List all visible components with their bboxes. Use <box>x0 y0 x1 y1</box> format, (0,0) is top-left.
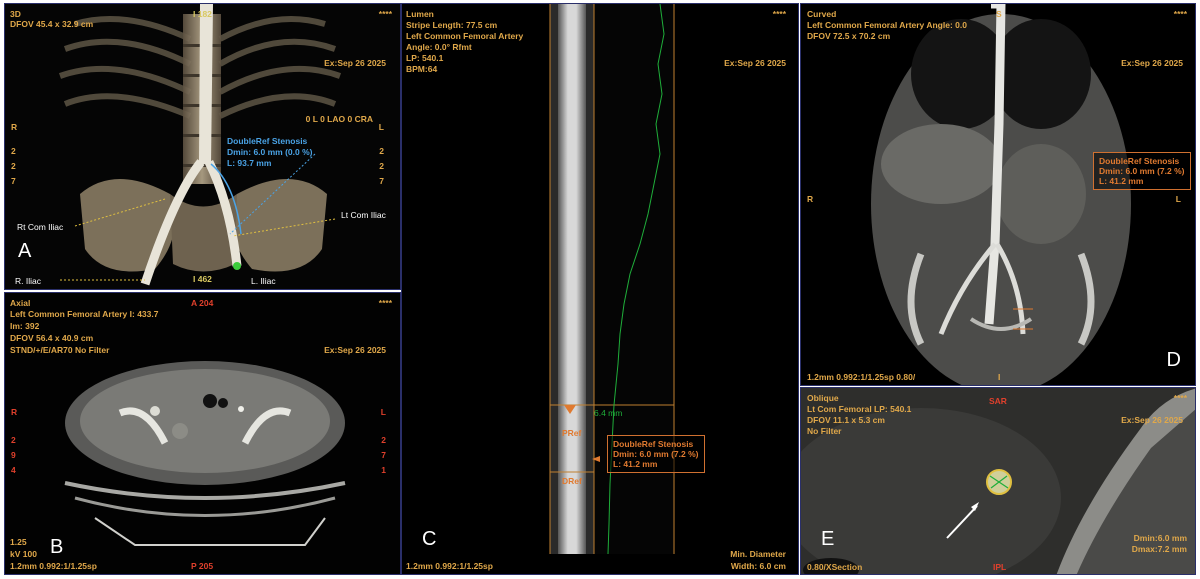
panel-a-left-num: 2 <box>11 146 16 156</box>
panel-e-date: Ex:Sep 26 2025 <box>1121 415 1183 425</box>
panel-b-right-num: 1 <box>381 465 386 475</box>
panel-b-bottom1: 1.25 <box>10 537 27 547</box>
panel-d-bottom-marker: I <box>998 372 1001 382</box>
panel-a-letter: A <box>18 240 32 262</box>
stenosis-label: DoubleRef Stenosis <box>227 136 308 146</box>
panel-b-line2: Left Common Femoral Artery I: 433.7 <box>10 309 159 319</box>
panel-b-stars: **** <box>378 298 392 308</box>
panel-c-line5: LP: 540.1 <box>406 53 444 63</box>
panel-d-line3: DFOV 72.5 x 70.2 cm <box>807 31 891 41</box>
panel-a-dfov: DFOV 45.4 x 32.9 cm <box>10 19 94 29</box>
panel-d-left-side: R <box>807 194 814 204</box>
panel-d-bottom: 1.2mm 0.992:1/1.25sp 0.80/ <box>807 372 916 382</box>
panel-e-bottom: 0.80/XSection <box>807 562 863 572</box>
panel-c-bottom-right2: Width: 6.0 cm <box>730 561 786 571</box>
lt-com-iliac-label: Lt Com Iliac <box>341 210 386 220</box>
r-iliac-label: R. Iliac <box>15 276 41 286</box>
panel-d-letter: D <box>1166 349 1181 371</box>
panel-c-letter: C <box>422 528 437 550</box>
pref-marker: PRef <box>562 428 582 438</box>
panel-e-top-marker: SAR <box>989 396 1007 406</box>
diameter-measure: 6.4 mm <box>594 408 623 418</box>
panel-a-right-num: 2 <box>379 161 384 171</box>
panel-e-dmax: Dmax:7.2 mm <box>1131 544 1187 554</box>
panel-lumen-view[interactable] <box>401 3 799 575</box>
panel-b-left-num: 4 <box>11 465 16 475</box>
panel-c-bottom-left: 1.2mm 0.992:1/1.25sp <box>406 561 493 571</box>
panel-a-title: 3D <box>10 9 21 19</box>
panel-d-line2: Left Common Femoral Artery Angle: 0.0 <box>807 20 967 30</box>
panel-a-left-num: 7 <box>11 176 16 186</box>
panel-b-line4: DFOV 56.4 x 40.9 cm <box>10 333 94 343</box>
panel-c-line2: Stripe Length: 77.5 cm <box>406 20 498 30</box>
stenosis-dmin: Dmin: 6.0 mm (7.2 %) <box>613 449 699 459</box>
panel-a-orientation: 0 L 0 LAO 0 CRA <box>305 114 373 124</box>
panel-curved-view[interactable] <box>800 3 1196 386</box>
panel-a-right-num: 2 <box>379 146 384 156</box>
3d-render-image <box>5 4 401 290</box>
stenosis-length: L: 41.2 mm <box>1099 176 1144 186</box>
panel-b-top-marker: A 204 <box>191 298 214 308</box>
panel-b-letter: B <box>50 536 64 558</box>
stenosis-box <box>607 435 705 473</box>
panel-d-stars: **** <box>1173 9 1187 19</box>
panel-b-bottom2: kV 100 <box>10 549 37 559</box>
panel-d-title: Curved <box>807 9 837 19</box>
stenosis-box <box>1093 152 1191 190</box>
panel-b-line5: STND/+/E/AR70 No Filter <box>10 345 110 355</box>
stenosis-dmin: Dmin: 6.0 mm (7.2 %) <box>1099 166 1185 176</box>
panel-b-left-num: 2 <box>11 435 16 445</box>
panel-b-title: Axial <box>10 298 31 308</box>
panel-c-line6: BPM:64 <box>406 64 438 74</box>
panel-b-right-num: 2 <box>381 435 386 445</box>
panel-a-bottom-marker: I 462 <box>193 274 212 284</box>
panel-d-date: Ex:Sep 26 2025 <box>1121 58 1183 68</box>
panel-c-date: Ex:Sep 26 2025 <box>724 58 786 68</box>
stenosis-dmin: Dmin: 6.0 mm (0.0 %) <box>227 147 313 157</box>
panel-a-left-num: 2 <box>11 161 16 171</box>
panel-e-letter: E <box>821 528 835 550</box>
panel-c-title: Lumen <box>406 9 434 19</box>
lumen-stretched-image <box>402 4 799 575</box>
panel-b-right-num: 7 <box>381 450 386 460</box>
panel-d-top-marker: S <box>996 9 1002 19</box>
panel-a-left-side: R <box>11 122 18 132</box>
panel-a-date: Ex:Sep 26 2025 <box>324 58 386 68</box>
stenosis-label: DoubleRef Stenosis <box>613 439 694 449</box>
panel-e-title: Oblique <box>807 393 839 403</box>
panel-a-top-marker: I 182 <box>193 9 212 19</box>
panel-axial-view[interactable] <box>4 292 401 575</box>
panel-b-right-side: L <box>380 407 386 417</box>
panel-c-line4: Angle: 0.0° Rfmt <box>406 42 472 52</box>
l-iliac-label: L. Iliac <box>251 276 276 286</box>
panel-b-date: Ex:Sep 26 2025 <box>324 345 386 355</box>
panel-a-right-num: 7 <box>379 176 384 186</box>
panel-c-stars: **** <box>772 9 786 19</box>
panel-b-bottom-marker: P 205 <box>191 561 214 571</box>
panel-e-stars: **** <box>1173 393 1187 403</box>
stenosis-length: L: 93.7 mm <box>227 158 272 168</box>
panel-oblique-view[interactable] <box>800 387 1196 575</box>
panel-a-right-side: L <box>378 122 384 132</box>
stenosis-length: L: 41.2 mm <box>613 459 658 469</box>
rt-com-iliac-label: Rt Com Iliac <box>17 222 64 232</box>
panel-e-line4: No Filter <box>807 426 842 436</box>
panel-c-line3: Left Common Femoral Artery <box>406 31 524 41</box>
panel-c-bottom-right1: Min. Diameter <box>730 549 786 559</box>
panel-3d-view[interactable] <box>4 3 401 290</box>
panel-e-dmin: Dmin:6.0 mm <box>1133 533 1187 543</box>
panel-e-bottom-marker: IPL <box>993 562 1007 572</box>
panel-d-right-side: L <box>1175 194 1181 204</box>
dref-marker: DRef <box>562 476 582 486</box>
panel-a-stars: **** <box>378 9 392 19</box>
panel-b-left-num: 9 <box>11 450 16 460</box>
panel-e-line3: DFOV 11.1 x 5.3 cm <box>807 415 885 425</box>
panel-b-bottom3: 1.2mm 0.992:1/1.25sp <box>10 561 97 571</box>
panel-b-left-side: R <box>11 407 18 417</box>
stenosis-label: DoubleRef Stenosis <box>1099 156 1180 166</box>
panel-b-line3: Im: 392 <box>10 321 40 331</box>
panel-e-line2: Lt Com Femoral LP: 540.1 <box>807 404 912 414</box>
